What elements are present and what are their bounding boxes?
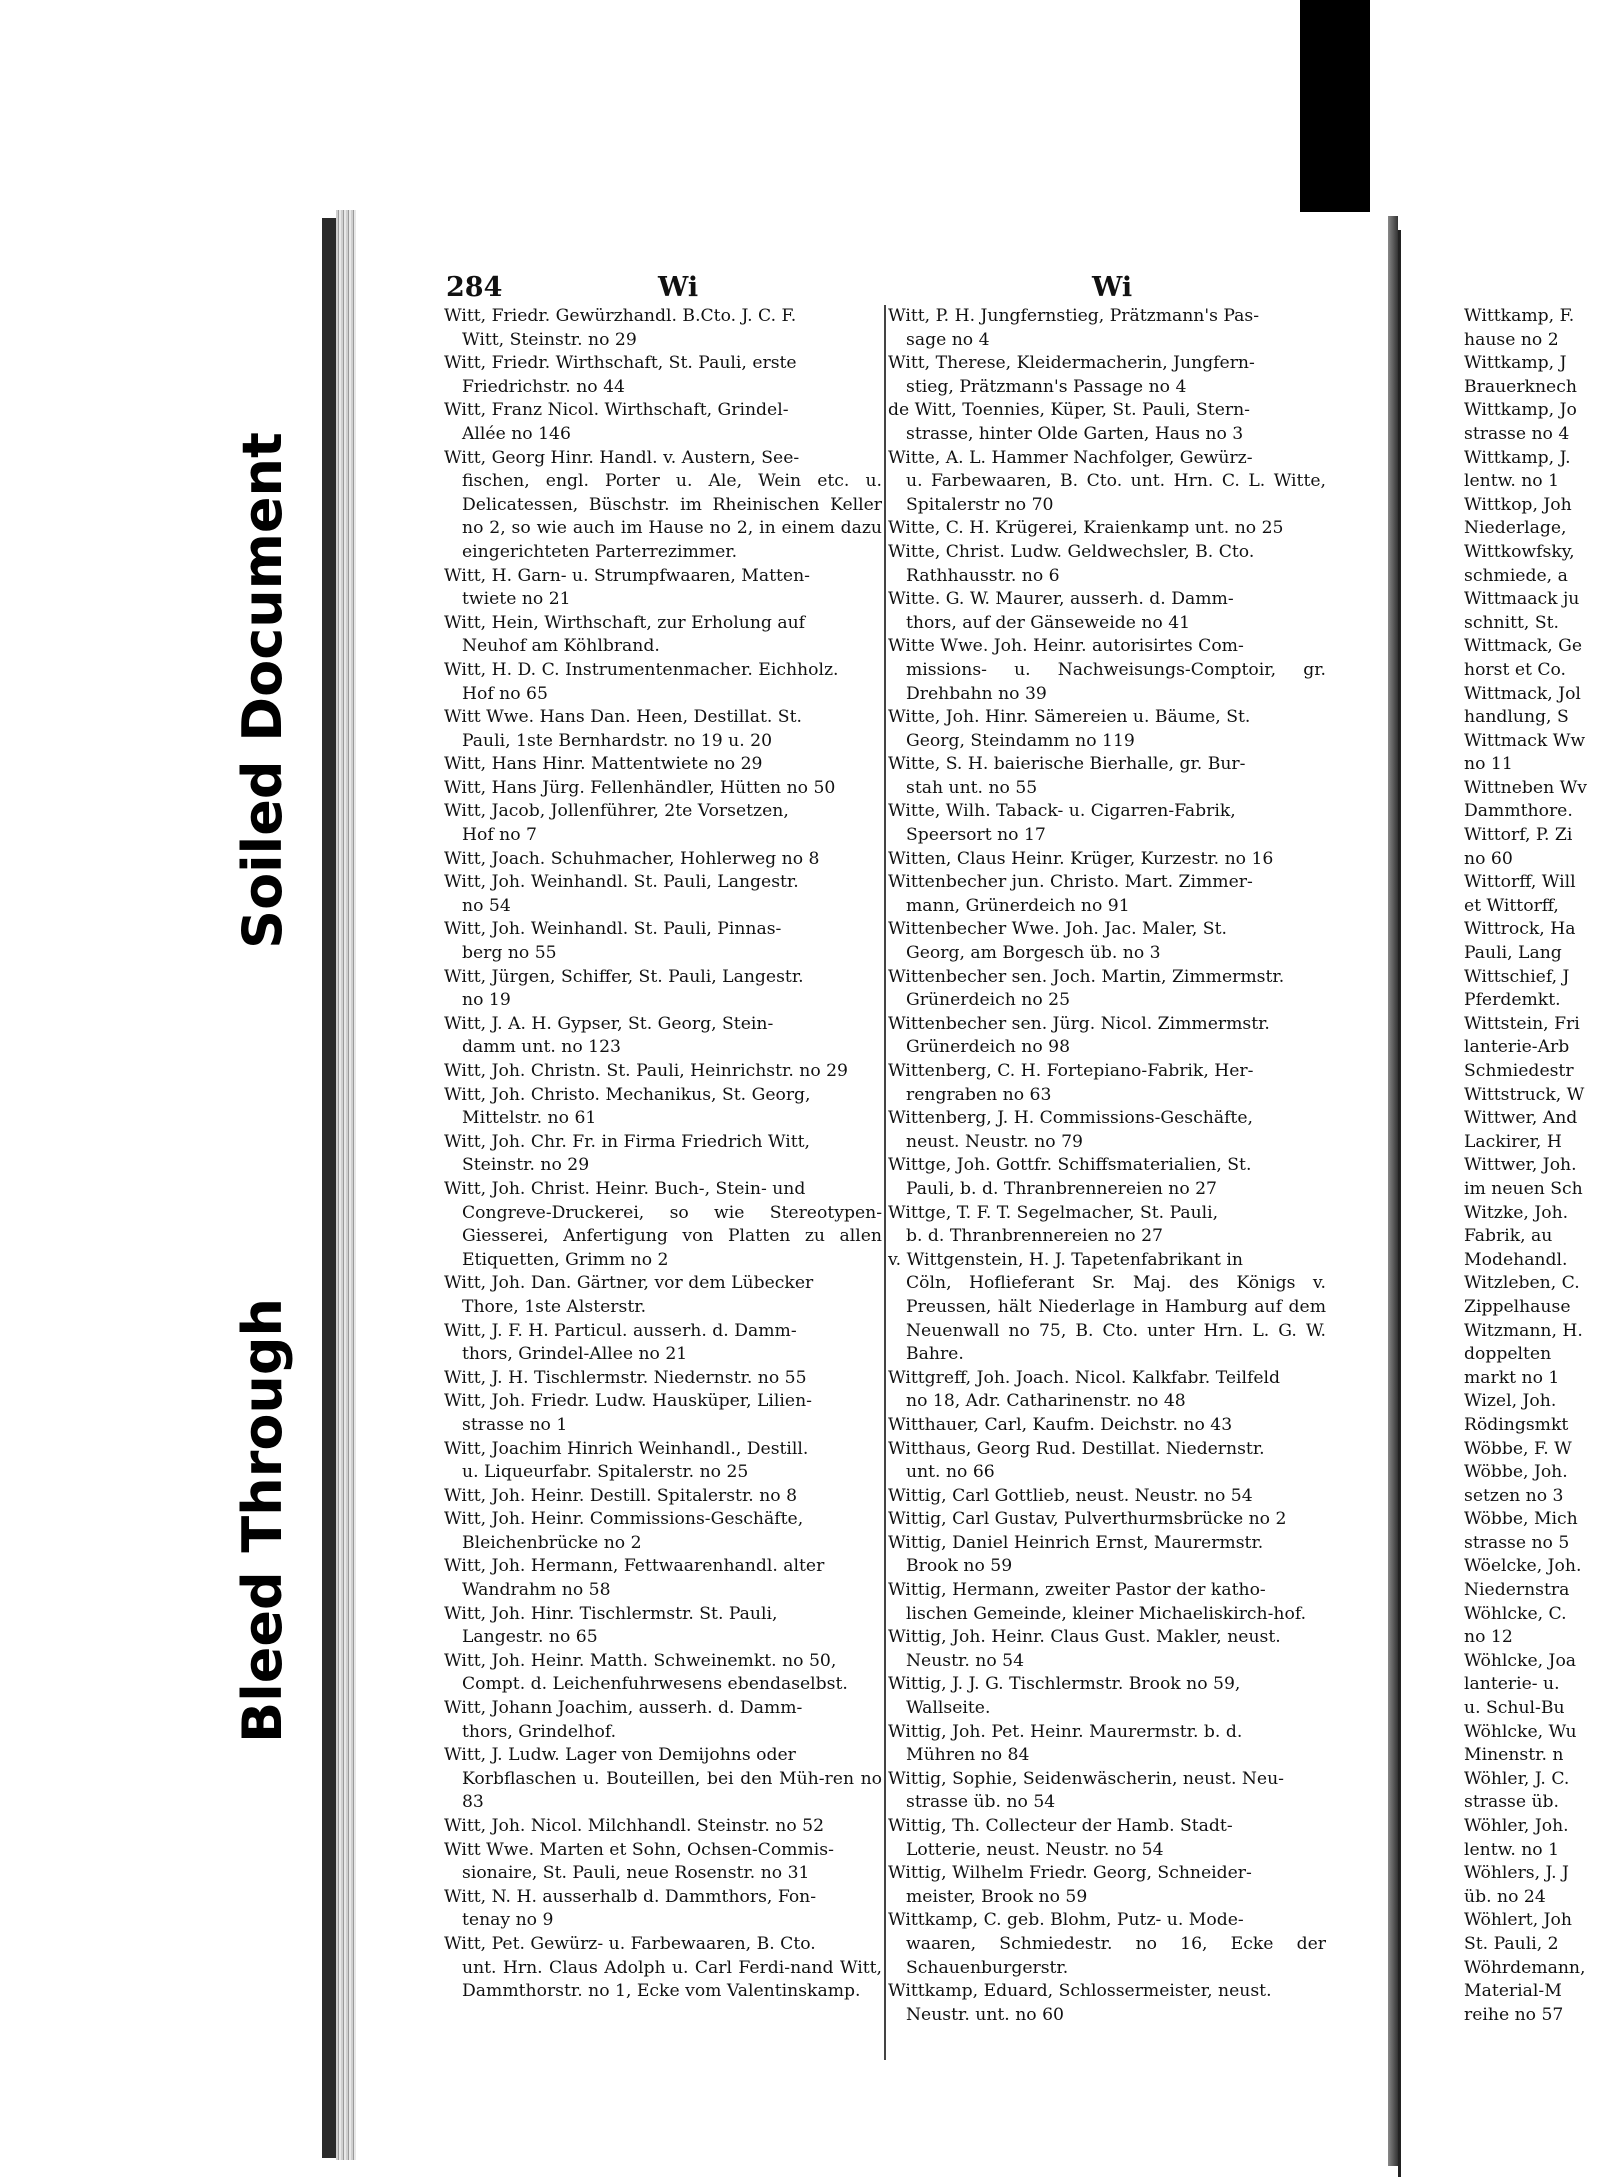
directory-entry bbox=[444, 1508, 882, 1555]
directory-entry bbox=[444, 659, 882, 706]
entry-continuation: Hof no 65 bbox=[462, 683, 548, 704]
directory-entry bbox=[444, 1650, 882, 1697]
truncated-entry-line: Niedernstra bbox=[1464, 1580, 1570, 1601]
entry-first-line: Witt, Joh. Christo. Mechanikus, St. Georg, bbox=[444, 1084, 811, 1105]
entry-first-line: Witthauer, Carl, Kaufm. Deichstr. no 43 bbox=[888, 1414, 1233, 1435]
directory-entry bbox=[888, 1060, 1326, 1107]
truncated-entry-line: Brauerknech bbox=[1464, 376, 1577, 397]
truncated-entry-line: Pauli, Lang bbox=[1464, 943, 1562, 964]
directory-entry bbox=[444, 1933, 882, 2004]
entry-first-line: Witt, Jürgen, Schiffer, St. Pauli, Langestr. bbox=[444, 966, 804, 987]
directory-entry bbox=[888, 753, 1326, 800]
entry-first-line: Witt, Joh. Hermann, Fettwaarenhandl. alter bbox=[444, 1556, 825, 1577]
entry-first-line: Witt, Joh. Weinhandl. St. Pauli, Pinnas- bbox=[444, 919, 782, 940]
entry-continuation: twiete no 21 bbox=[462, 589, 571, 610]
page-number: 284 bbox=[446, 272, 503, 303]
entry-continuation: Bleichenbrücke no 2 bbox=[462, 1532, 642, 1553]
entry-continuation: Pauli, 1ste Bernhardstr. no 19 u. 20 bbox=[462, 730, 773, 751]
entry-first-line: Witt, H. Garn- u. Strumpfwaaren, Matten- bbox=[444, 565, 810, 586]
directory-entry bbox=[888, 399, 1326, 446]
directory-entry bbox=[444, 612, 882, 659]
entry-continuation: Pauli, b. d. Thranbrennereien no 27 bbox=[906, 1178, 1217, 1199]
bleed-through-label: Bleed Through bbox=[230, 1297, 294, 1743]
directory-entry bbox=[888, 1414, 1326, 1438]
entry-first-line: Wittig, Th. Collecteur der Hamb. Stadt- bbox=[888, 1816, 1233, 1836]
truncated-entry-line: Wittmack, Jol bbox=[1464, 683, 1581, 704]
directory-entry bbox=[444, 1555, 882, 1602]
truncated-entry-line: hause no 2 bbox=[1464, 329, 1559, 350]
entry-continuation: lischen Gemeinde, kleiner Michaeliskirch-hof. bbox=[906, 1603, 1307, 1624]
directory-entry bbox=[888, 1768, 1326, 1815]
entry-continuation: rengraben no 63 bbox=[906, 1084, 1052, 1105]
entry-continuation: sage no 4 bbox=[906, 329, 990, 350]
entry-first-line: Witt, Joh. Chr. Fr. in Firma Friedrich Witt, bbox=[444, 1131, 810, 1152]
entry-continuation: meister, Brook no 59 bbox=[906, 1886, 1088, 1907]
entry-first-line: Witt, N. H. ausserhalb d. Dammthors, Fon- bbox=[444, 1886, 817, 1907]
soiled-document-label: Soiled Document bbox=[230, 431, 294, 949]
entry-first-line: Witt, Joh. Nicol. Milchhandl. Steinstr. no 52 bbox=[444, 1816, 825, 1836]
truncated-entry-line: lanterie-Arb bbox=[1464, 1037, 1570, 1058]
entry-first-line: Witt, Joh. Dan. Gärtner, vor dem Lübecker bbox=[444, 1273, 814, 1294]
entry-first-line: Wittge, Joh. Gottfr. Schiffsmaterialien, St. bbox=[888, 1155, 1252, 1176]
entry-first-line: Witt Wwe. Hans Dan. Heen, Destillat. St. bbox=[444, 707, 802, 728]
entry-first-line: Witt, J. F. H. Particul. ausserh. d. Damm- bbox=[444, 1320, 797, 1341]
truncated-entry-line: u. Schul-Bu bbox=[1464, 1698, 1565, 1719]
entry-continuation: thors, Grindel-Allee no 21 bbox=[462, 1344, 688, 1365]
entry-continuation: unt. no 66 bbox=[906, 1462, 995, 1483]
truncated-entry-line: Wittkamp, J bbox=[1464, 353, 1567, 374]
truncated-entry-line: Lackirer, H bbox=[1464, 1131, 1562, 1152]
entry-continuation: missions- u. Nachweisungs-Comptoir, gr. Drehbahn no 39 bbox=[906, 659, 1326, 704]
truncated-entry-line: Wöhrdemann, bbox=[1464, 1957, 1586, 1978]
truncated-entry-line: Witzmann, H. bbox=[1464, 1320, 1583, 1341]
entry-first-line: Witte, Wilh. Taback- u. Cigarren-Fabrik, bbox=[888, 801, 1236, 822]
truncated-entry-line: Wittneben Wv bbox=[1464, 777, 1587, 798]
entry-first-line: Witt, Pet. Gewürz- u. Farbewaaren, B. Cto. bbox=[444, 1933, 816, 1954]
directory-entry bbox=[444, 706, 882, 753]
entry-continuation: Neuhof am Köhlbrand. bbox=[462, 636, 660, 657]
entry-continuation: Wandrahm no 58 bbox=[462, 1580, 611, 1601]
truncated-entry-line: schnitt, St. bbox=[1464, 612, 1559, 633]
directory-entry bbox=[888, 1980, 1326, 2027]
truncated-entry-line: no 12 bbox=[1464, 1627, 1513, 1648]
truncated-entry-line: Wöhlers, J. J bbox=[1464, 1863, 1569, 1884]
entry-continuation: strasse, hinter Olde Garten, Haus no 3 bbox=[906, 423, 1244, 444]
directory-entry bbox=[444, 399, 882, 446]
entry-first-line: Witte Wwe. Joh. Heinr. autorisirtes Com- bbox=[888, 636, 1244, 657]
directory-entry bbox=[444, 305, 882, 352]
directory-entry bbox=[444, 1060, 882, 1084]
entry-first-line: Witt, Joh. Heinr. Destill. Spitalerstr. no 8 bbox=[444, 1485, 798, 1506]
truncated-entry-line: Wittstruck, W bbox=[1464, 1084, 1585, 1105]
entry-continuation: Georg, Steindamm no 119 bbox=[906, 730, 1135, 751]
entry-continuation: tenay no 9 bbox=[462, 1910, 554, 1931]
black-index-tab bbox=[1300, 0, 1370, 215]
entry-first-line: v. Wittgenstein, H. J. Tapetenfabrikant in bbox=[888, 1249, 1243, 1270]
page-stack-edge bbox=[336, 210, 356, 2160]
directory-entry bbox=[888, 1579, 1326, 1626]
entry-continuation: b. d. Thranbrennereien no 27 bbox=[906, 1226, 1163, 1247]
entry-first-line: Witt, Joh. Christn. St. Pauli, Heinrichstr. no 29 bbox=[444, 1061, 848, 1081]
truncated-entry-line: strasse üb. bbox=[1464, 1792, 1560, 1813]
truncated-entry-line: Zippelhause bbox=[1464, 1296, 1571, 1317]
directory-entry bbox=[444, 1815, 882, 1839]
entry-continuation: Lotterie, neust. Neustr. no 54 bbox=[906, 1839, 1164, 1860]
truncated-entry-line: strasse no 5 bbox=[1464, 1532, 1570, 1553]
directory-entry bbox=[444, 1886, 882, 1933]
truncated-entry-line: Fabrik, au bbox=[1464, 1226, 1553, 1247]
entry-first-line: Witt, Joach. Schuhmacher, Hohlerweg no 8 bbox=[444, 848, 820, 869]
truncated-entry-line: lanterie- u. bbox=[1464, 1674, 1560, 1695]
directory-entry bbox=[888, 966, 1326, 1013]
entry-first-line: Wittenbecher sen. Jürg. Nicol. Zimmermstr. bbox=[888, 1013, 1270, 1034]
truncated-entry-line: Wittkowfsky, bbox=[1464, 541, 1575, 562]
entry-first-line: Witt Wwe. Marten et Sohn, Ochsen-Commis- bbox=[444, 1839, 834, 1860]
truncated-entry-line: handlung, S bbox=[1464, 707, 1569, 728]
left-directory-column bbox=[444, 305, 882, 2004]
entry-first-line: Wittig, J. J. G. Tischlermstr. Brook no 59, bbox=[888, 1674, 1241, 1695]
entry-first-line: Witte, Joh. Hinr. Sämereien u. Bäume, St. bbox=[888, 707, 1251, 728]
truncated-entry-line: Material-M bbox=[1464, 1981, 1562, 2002]
truncated-entry-line: no 60 bbox=[1464, 848, 1513, 869]
truncated-entry-line: Dammthore. bbox=[1464, 801, 1573, 822]
entry-first-line: Wittig, Hermann, zweiter Pastor der katho- bbox=[888, 1580, 1266, 1601]
truncated-entry-line: Schmiedestr bbox=[1464, 1061, 1574, 1081]
entry-first-line: Wittgreff, Joh. Joach. Nicol. Kalkfabr. Teilfeld bbox=[888, 1367, 1281, 1388]
entry-continuation: berg no 55 bbox=[462, 943, 557, 964]
right-running-head: Wi bbox=[1092, 272, 1133, 303]
entry-continuation: fischen, engl. Porter u. Ale, Wein etc. u. Delicatessen, Büschstr. im Rheinischen Keller no 2, so wie auch im Hause no 2, in einem dazu eingerichteten Parterrezimmer. bbox=[462, 471, 882, 562]
entry-first-line: Witt, Friedr. Gewürzhandl. B.Cto. J. C. F. bbox=[444, 306, 797, 326]
entry-first-line: Wittig, Joh. Heinr. Claus Gust. Makler, neust. bbox=[888, 1627, 1281, 1648]
truncated-entry-line: Wittkamp, Jo bbox=[1464, 400, 1577, 421]
entry-continuation: Langestr. no 65 bbox=[462, 1627, 598, 1648]
directory-entry bbox=[888, 541, 1326, 588]
directory-entry bbox=[888, 635, 1326, 706]
directory-entry bbox=[444, 352, 882, 399]
directory-entry bbox=[444, 1390, 882, 1437]
entry-first-line: Witt, Franz Nicol. Wirthschaft, Grindel- bbox=[444, 400, 789, 421]
entry-first-line: Witt, Joh. Hinr. Tischlermstr. St. Pauli, bbox=[444, 1603, 778, 1624]
directory-entry bbox=[888, 800, 1326, 847]
entry-first-line: Wittge, T. F. T. Segelmacher, St. Pauli, bbox=[888, 1202, 1219, 1223]
truncated-entry-line: Wittorf, P. Zi bbox=[1464, 825, 1573, 846]
directory-entry bbox=[444, 800, 882, 847]
directory-entry bbox=[444, 447, 882, 565]
directory-entry bbox=[444, 1485, 882, 1509]
entry-first-line: Wittig, Carl Gustav, Pulverthurmsbrücke no 2 bbox=[888, 1509, 1287, 1530]
truncated-entry-line: Wöelcke, Joh. bbox=[1464, 1556, 1582, 1577]
directory-entry bbox=[888, 1673, 1326, 1720]
entry-continuation: unt. Hrn. Claus Adolph u. Carl Ferdi-nand Witt, Dammthorstr. no 1, Ecke vom Valentinskamp. bbox=[462, 1957, 882, 2002]
directory-entry bbox=[888, 918, 1326, 965]
entry-first-line: Witt, H. D. C. Instrumentenmacher. Eichholz. bbox=[444, 659, 839, 680]
truncated-entry-line: Wöbbe, Joh. bbox=[1464, 1462, 1568, 1483]
truncated-entry-line: strasse no 4 bbox=[1464, 423, 1570, 444]
column-divider bbox=[884, 305, 886, 2060]
entry-first-line: Wittkamp, C. geb. Blohm, Putz- u. Mode- bbox=[888, 1910, 1244, 1931]
directory-entry bbox=[444, 966, 882, 1013]
entry-first-line: Witt, J. H. Tischlermstr. Niedernstr. no 55 bbox=[444, 1367, 807, 1388]
truncated-entry-line: doppelten bbox=[1464, 1344, 1552, 1365]
entry-continuation: Thore, 1ste Alsterstr. bbox=[462, 1296, 647, 1317]
entry-continuation: Steinstr. no 29 bbox=[462, 1155, 590, 1176]
directory-entry bbox=[444, 1013, 882, 1060]
truncated-entry-line: Wizel, Joh. bbox=[1464, 1391, 1557, 1412]
entry-continuation: stieg, Prätzmann's Passage no 4 bbox=[906, 376, 1187, 397]
entry-continuation: stah unt. no 55 bbox=[906, 777, 1038, 798]
gutter-shadow bbox=[1388, 216, 1398, 2166]
truncated-entry-line: Rödingsmkt bbox=[1464, 1414, 1569, 1435]
truncated-entry-line: Wöhlcke, Joa bbox=[1464, 1650, 1577, 1671]
truncated-entry-line: Wöhler, J. C. bbox=[1464, 1768, 1570, 1789]
entry-first-line: Witt, Therese, Kleidermacherin, Jungfern- bbox=[888, 353, 1255, 374]
truncated-entry-line: Minenstr. n bbox=[1464, 1745, 1564, 1766]
directory-entry bbox=[888, 1862, 1326, 1909]
entry-continuation: strasse no 1 bbox=[462, 1414, 568, 1435]
truncated-entry-line: Wittkamp, J. bbox=[1464, 447, 1571, 468]
entry-first-line: Wittenbecher Wwe. Joh. Jac. Maler, St. bbox=[888, 919, 1227, 940]
entry-continuation: no 19 bbox=[462, 990, 511, 1011]
directory-entry bbox=[888, 706, 1326, 753]
directory-entry bbox=[444, 1131, 882, 1178]
entry-first-line: Witten, Claus Heinr. Krüger, Kurzestr. no 16 bbox=[888, 848, 1274, 869]
entry-continuation: Wallseite. bbox=[906, 1698, 991, 1719]
entry-continuation: Friedrichstr. no 44 bbox=[462, 376, 625, 397]
entry-first-line: Witte. G. W. Maurer, ausserh. d. Damm- bbox=[888, 589, 1234, 610]
truncated-entry-line: lentw. no 1 bbox=[1464, 1839, 1560, 1860]
truncated-entry-line: no 11 bbox=[1464, 754, 1513, 775]
truncated-entry-line: Wittwer, And bbox=[1464, 1108, 1578, 1129]
truncated-entry-line: Wöhlcke, C. bbox=[1464, 1603, 1567, 1624]
directory-entry bbox=[888, 1532, 1326, 1579]
entry-continuation: Congreve-Druckerei, so wie Stereotypen-Giesserei, Anfertigung von Platten zu allen Etiquetten, Grimm no 2 bbox=[462, 1202, 882, 1270]
truncated-entry-line: Wöhler, Joh. bbox=[1464, 1816, 1569, 1836]
soiled-document-stamp bbox=[200, 390, 324, 990]
entry-continuation: no 18, Adr. Catharinenstr. no 48 bbox=[906, 1391, 1186, 1412]
entry-continuation: Cöln, Hoflieferant Sr. Maj. des Königs v. Preussen, hält Niederlage in Hamburg auf dem Neuenwall no 75, B. Cto. unter Hrn. L. G. W. Bahre. bbox=[906, 1273, 1326, 1365]
entry-continuation: Mittelstr. no 61 bbox=[462, 1108, 597, 1129]
truncated-entry-line: Wöbbe, Mich bbox=[1464, 1509, 1578, 1530]
directory-entry bbox=[888, 1154, 1326, 1201]
truncated-entry-line: Wittrock, Ha bbox=[1464, 919, 1576, 940]
entry-continuation: mann, Grünerdeich no 91 bbox=[906, 895, 1130, 916]
entry-first-line: Witt, Joh. Heinr. Commissions-Geschäfte, bbox=[444, 1509, 804, 1530]
directory-entry bbox=[888, 1909, 1326, 1980]
directory-entry bbox=[888, 848, 1326, 872]
truncated-entry-line: setzen no 3 bbox=[1464, 1485, 1564, 1506]
directory-entry bbox=[444, 1320, 882, 1367]
entry-first-line: Witte, S. H. baierische Bierhalle, gr. Bur- bbox=[888, 754, 1246, 775]
entry-first-line: Wittig, Sophie, Seidenwäscherin, neust. Neu- bbox=[888, 1768, 1284, 1789]
truncated-entry-line: Wöhlert, Joh bbox=[1464, 1910, 1572, 1931]
directory-entry bbox=[444, 1839, 882, 1886]
directory-entry bbox=[444, 565, 882, 612]
entry-first-line: Witthaus, Georg Rud. Destillat. Niedernstr. bbox=[888, 1438, 1265, 1459]
directory-entry bbox=[444, 871, 882, 918]
entry-first-line: Wittig, Joh. Pet. Heinr. Maurermstr. b. d. bbox=[888, 1721, 1243, 1742]
entry-first-line: Witt, Hans Hinr. Mattentwiete no 29 bbox=[444, 754, 763, 775]
entry-continuation: Neustr. no 54 bbox=[906, 1650, 1025, 1671]
entry-first-line: Witt, J. Ludw. Lager von Demijohns oder bbox=[444, 1745, 796, 1766]
directory-entry bbox=[444, 1272, 882, 1319]
entry-continuation: Witt, Steinstr. no 29 bbox=[462, 329, 637, 350]
truncated-entry-line: Witzleben, C. bbox=[1464, 1273, 1580, 1294]
directory-entry bbox=[444, 1178, 882, 1272]
truncated-entry-line: Wittmaack ju bbox=[1464, 589, 1580, 610]
truncated-entry-line: Modehandl. bbox=[1464, 1249, 1568, 1270]
directory-entry bbox=[888, 1815, 1326, 1862]
directory-entry bbox=[444, 753, 882, 777]
directory-entry bbox=[888, 305, 1326, 352]
truncated-entry-line: im neuen Sch bbox=[1464, 1178, 1583, 1199]
entry-first-line: Witte, A. L. Hammer Nachfolger, Gewürz- bbox=[888, 447, 1253, 468]
truncated-entry-line: markt no 1 bbox=[1464, 1367, 1560, 1388]
entry-first-line: Witt, P. H. Jungfernstieg, Prätzmann's Pas- bbox=[888, 306, 1260, 326]
entry-continuation: strasse üb. no 54 bbox=[906, 1792, 1056, 1813]
directory-entry bbox=[888, 1508, 1326, 1532]
truncated-entry-line: reihe no 57 bbox=[1464, 2004, 1564, 2025]
directory-entry bbox=[444, 1084, 882, 1131]
entry-first-line: Witt, Jacob, Jollenführer, 2te Vorsetzen, bbox=[444, 801, 789, 822]
directory-entry bbox=[888, 1367, 1326, 1414]
entry-continuation: Hof no 7 bbox=[462, 825, 537, 846]
truncated-entry-line: Wittschief, J bbox=[1464, 966, 1570, 987]
directory-entry bbox=[888, 1202, 1326, 1249]
entry-continuation: Korbflaschen u. Bouteillen, bei den Müh-ren no 83 bbox=[462, 1768, 882, 1813]
entry-continuation: Neustr. unt. no 60 bbox=[906, 2004, 1064, 2025]
entry-first-line: Witt, Hans Jürg. Fellenhändler, Hütten no 50 bbox=[444, 777, 836, 798]
truncated-entry-line: Wittwer, Joh. bbox=[1464, 1155, 1577, 1176]
directory-entry bbox=[888, 1013, 1326, 1060]
entry-first-line: Witt, Joh. Friedr. Ludw. Hausküper, Lilien- bbox=[444, 1391, 812, 1412]
entry-continuation: neust. Neustr. no 79 bbox=[906, 1131, 1083, 1152]
entry-first-line: Wittkamp, Eduard, Schlossermeister, neust. bbox=[888, 1981, 1272, 2002]
entry-continuation: damm unt. no 123 bbox=[462, 1037, 621, 1058]
truncated-entry-line: üb. no 24 bbox=[1464, 1886, 1546, 1907]
directory-entry bbox=[888, 517, 1326, 541]
entry-continuation: Compt. d. Leichenfuhrwesens ebendaselbst. bbox=[462, 1674, 848, 1695]
entry-continuation: Grünerdeich no 25 bbox=[906, 990, 1071, 1011]
truncated-entry-line: Witzke, Joh. bbox=[1464, 1202, 1569, 1223]
directory-entry bbox=[444, 777, 882, 801]
entry-first-line: Witt, Joh. Heinr. Matth. Schweinemkt. no 50, bbox=[444, 1650, 837, 1671]
truncated-entry-line: et Wittorff, bbox=[1464, 895, 1559, 916]
truncated-entry-line: Wittmack, Ge bbox=[1464, 636, 1583, 657]
entry-continuation: Rathhausstr. no 6 bbox=[906, 565, 1060, 586]
entry-first-line: Witte, Christ. Ludw. Geldwechsler, B. Cto. bbox=[888, 541, 1255, 562]
truncated-entry-line: horst et Co. bbox=[1464, 659, 1567, 680]
entry-continuation: Allée no 146 bbox=[462, 423, 571, 444]
truncated-entry-line: Wittstein, Fri bbox=[1464, 1013, 1580, 1034]
book-spine-edge bbox=[322, 218, 336, 2158]
entry-first-line: Witt, Hein, Wirthschaft, zur Erholung auf bbox=[444, 612, 806, 633]
truncated-entry-line: St. Pauli, 2 bbox=[1464, 1933, 1559, 1954]
directory-entry bbox=[888, 1485, 1326, 1509]
entry-continuation: Grünerdeich no 98 bbox=[906, 1037, 1071, 1058]
entry-first-line: Wittig, Carl Gottlieb, neust. Neustr. no 54 bbox=[888, 1485, 1253, 1506]
entry-continuation: Brook no 59 bbox=[906, 1556, 1013, 1577]
directory-entry bbox=[888, 871, 1326, 918]
directory-entry bbox=[444, 1367, 882, 1391]
entry-first-line: Witt, Friedr. Wirthschaft, St. Pauli, erste bbox=[444, 353, 797, 374]
directory-entry bbox=[888, 1626, 1326, 1673]
directory-entry bbox=[888, 1721, 1326, 1768]
entry-continuation: waaren, Schmiedestr. no 16, Ecke der Schauenburgerstr. bbox=[906, 1933, 1326, 1978]
directory-entry bbox=[444, 848, 882, 872]
middle-directory-column bbox=[888, 305, 1326, 2027]
entry-first-line: Witt, J. A. H. Gypser, St. Georg, Stein- bbox=[444, 1013, 774, 1034]
directory-entry bbox=[888, 352, 1326, 399]
directory-entry bbox=[888, 447, 1326, 518]
entry-continuation: thors, auf der Gänseweide no 41 bbox=[906, 612, 1191, 633]
directory-entry bbox=[888, 588, 1326, 635]
truncated-entry-line: Wöbbe, F. W bbox=[1464, 1438, 1572, 1459]
entry-first-line: Witt, Johann Joachim, ausserh. d. Damm- bbox=[444, 1698, 803, 1719]
truncated-entry-line: Wittorff, Will bbox=[1464, 872, 1576, 893]
truncated-entry-line: Wittkop, Joh bbox=[1464, 494, 1572, 515]
left-running-head: Wi bbox=[658, 272, 699, 303]
right-page-directory-column bbox=[1464, 305, 1600, 2027]
entry-continuation: thors, Grindelhof. bbox=[462, 1721, 617, 1742]
entry-continuation: Mühren no 84 bbox=[906, 1745, 1030, 1766]
entry-first-line: Wittenbecher jun. Christo. Mart. Zimmer- bbox=[888, 872, 1253, 893]
entry-first-line: Witte, C. H. Krügerei, Kraienkamp unt. no 25 bbox=[888, 518, 1284, 539]
truncated-entry-line: Wöhlcke, Wu bbox=[1464, 1721, 1577, 1742]
entry-continuation: no 54 bbox=[462, 895, 511, 916]
entry-first-line: Witt, Georg Hinr. Handl. v. Austern, See- bbox=[444, 447, 800, 468]
entry-continuation: u. Farbewaaren, B. Cto. unt. Hrn. C. L. Witte, Spitalerstr no 70 bbox=[906, 471, 1326, 515]
truncated-entry-line: Niederlage, bbox=[1464, 518, 1567, 539]
truncated-entry-line: Pferdemkt. bbox=[1464, 990, 1561, 1011]
bleed-through-stamp bbox=[200, 1240, 324, 1800]
entry-first-line: Witt, Joh. Weinhandl. St. Pauli, Langestr. bbox=[444, 872, 799, 893]
entry-first-line: Wittig, Wilhelm Friedr. Georg, Schneider- bbox=[888, 1863, 1252, 1884]
entry-first-line: Witt, Joachim Hinrich Weinhandl., Destill. bbox=[444, 1438, 809, 1459]
truncated-entry-line: schmiede, a bbox=[1464, 565, 1568, 586]
directory-entry bbox=[888, 1107, 1326, 1154]
entry-continuation: u. Liqueurfabr. Spitalerstr. no 25 bbox=[462, 1462, 749, 1483]
directory-entry bbox=[444, 918, 882, 965]
entry-first-line: Wittenberg, C. H. Fortepiano-Fabrik, Her- bbox=[888, 1061, 1254, 1081]
truncated-entry-line: Wittmack Ww bbox=[1464, 730, 1586, 751]
entry-first-line: Wittenberg, J. H. Commissions-Geschäfte, bbox=[888, 1108, 1253, 1129]
entry-first-line: Wittenbecher sen. Joch. Martin, Zimmermstr. bbox=[888, 966, 1285, 987]
entry-continuation: Speersort no 17 bbox=[906, 825, 1046, 846]
entry-continuation: Georg, am Borgesch üb. no 3 bbox=[906, 943, 1161, 964]
entry-continuation: sionaire, St. Pauli, neue Rosenstr. no 31 bbox=[462, 1863, 810, 1884]
directory-entry bbox=[888, 1249, 1326, 1367]
directory-entry bbox=[444, 1603, 882, 1650]
entry-first-line: Witt, Joh. Christ. Heinr. Buch-, Stein- und bbox=[444, 1178, 806, 1199]
entry-first-line: de Witt, Toennies, Küper, St. Pauli, Stern- bbox=[888, 400, 1250, 421]
entry-first-line: Wittig, Daniel Heinrich Ernst, Maurermstr. bbox=[888, 1532, 1264, 1553]
truncated-entry-line: lentw. no 1 bbox=[1464, 471, 1560, 492]
directory-entry bbox=[444, 1697, 882, 1744]
directory-entry bbox=[888, 1438, 1326, 1485]
directory-entry bbox=[444, 1744, 882, 1815]
directory-entry bbox=[444, 1438, 882, 1485]
truncated-entry-line: Wittkamp, F. bbox=[1464, 306, 1575, 326]
